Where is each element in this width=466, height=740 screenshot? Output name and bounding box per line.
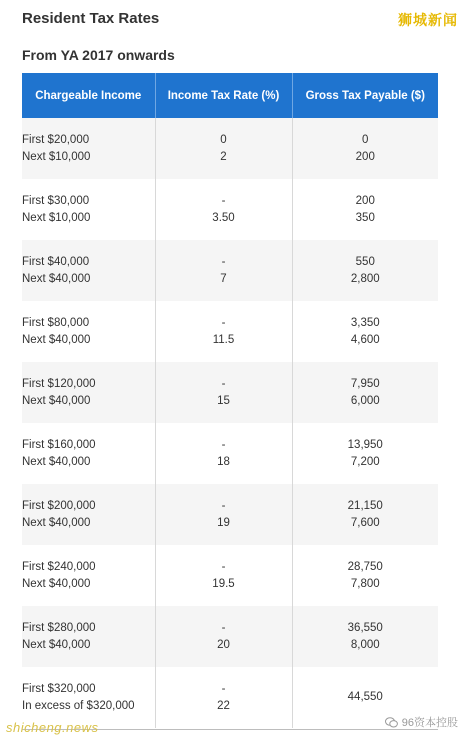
brand-watermark-top: 狮城新闻 — [398, 12, 458, 28]
income-cell-line: Next $40,000 — [22, 455, 91, 468]
table-row — [22, 545, 438, 606]
rate-cell-line: 2 — [220, 150, 227, 163]
rate-cell-line: 15 — [217, 394, 230, 407]
tax-cell-line: 350 — [355, 211, 375, 224]
tax-cell-line: 200 — [355, 194, 375, 207]
tax-cell — [292, 118, 438, 179]
column-header-tax: Gross Tax Payable ($) — [292, 73, 438, 118]
rate-cell-line: - — [221, 560, 226, 573]
rate-cell — [155, 545, 292, 606]
table-row — [22, 240, 438, 301]
income-cell-line: Next $40,000 — [22, 638, 91, 651]
rate-cell-line: 22 — [217, 699, 230, 712]
tax-cell — [292, 423, 438, 484]
income-cell-line: Next $40,000 — [22, 394, 91, 407]
income-cell-line: First $120,000 — [22, 377, 96, 390]
tax-rate-table — [22, 73, 438, 728]
table-row — [22, 118, 438, 179]
income-cell-line: Next $10,000 — [22, 211, 91, 224]
rate-cell — [155, 606, 292, 667]
income-cell-line: First $240,000 — [22, 560, 96, 573]
rate-cell-line: - — [221, 255, 226, 268]
rate-cell-line: 7 — [220, 272, 227, 285]
income-cell — [22, 667, 155, 728]
brand-bottom-right-label: 96资本控股 — [401, 717, 458, 729]
rate-cell-line: 0 — [220, 133, 227, 146]
tax-cell-line: 7,950 — [350, 377, 380, 390]
income-cell-line: Next $40,000 — [22, 516, 91, 529]
wechat-icon — [385, 717, 398, 728]
income-cell-line: First $80,000 — [22, 316, 90, 329]
income-cell-line: Next $40,000 — [22, 577, 91, 590]
table-body — [22, 118, 438, 728]
table-row — [22, 606, 438, 667]
table-row — [22, 301, 438, 362]
rate-cell — [155, 240, 292, 301]
column-header-rate: Income Tax Rate (%) — [155, 73, 292, 118]
rate-cell-line: 18 — [217, 455, 230, 468]
tax-cell-line: 4,600 — [350, 333, 380, 346]
rate-cell — [155, 484, 292, 545]
income-cell — [22, 118, 155, 179]
tax-cell — [292, 606, 438, 667]
table-row — [22, 423, 438, 484]
table-header-row — [22, 73, 438, 118]
income-cell-line: First $30,000 — [22, 194, 90, 207]
section-subtitle: From YA 2017 onwards — [22, 47, 175, 63]
tax-cell-line: 21,150 — [347, 499, 383, 512]
rate-cell-line: - — [221, 682, 226, 695]
column-header-income: Chargeable Income — [22, 73, 155, 118]
income-cell-line: In excess of $320,000 — [22, 699, 135, 712]
tax-cell-line: 28,750 — [347, 560, 383, 573]
tax-cell-line: 8,000 — [350, 638, 380, 651]
rate-cell-line: - — [221, 377, 226, 390]
income-cell — [22, 240, 155, 301]
tax-cell-line: 3,350 — [350, 316, 380, 329]
income-cell-line: First $280,000 — [22, 621, 96, 634]
tax-cell-line: 7,200 — [350, 455, 380, 468]
table-row — [22, 667, 438, 728]
income-cell — [22, 545, 155, 606]
rate-cell — [155, 362, 292, 423]
rate-cell-line: - — [221, 194, 226, 207]
income-cell — [22, 423, 155, 484]
page-title: Resident Tax Rates — [22, 10, 160, 27]
table-row — [22, 484, 438, 545]
rate-cell-line: - — [221, 621, 226, 634]
income-cell-line: First $40,000 — [22, 255, 90, 268]
income-cell-line: First $320,000 — [22, 682, 96, 695]
rate-cell — [155, 667, 292, 728]
tax-cell-line: 6,000 — [350, 394, 380, 407]
tax-cell — [292, 240, 438, 301]
rate-cell — [155, 301, 292, 362]
tax-cell — [292, 484, 438, 545]
income-cell — [22, 301, 155, 362]
rate-cell-line: - — [221, 438, 226, 451]
rate-cell-line: 19.5 — [212, 577, 235, 590]
tax-cell-line: 200 — [355, 150, 375, 163]
rate-cell-line: 3.50 — [212, 211, 235, 224]
tax-cell — [292, 545, 438, 606]
income-cell-line: First $20,000 — [22, 133, 90, 146]
tax-cell-line: 36,550 — [347, 621, 383, 634]
rate-cell-line: 20 — [217, 638, 230, 651]
rate-cell — [155, 118, 292, 179]
tax-cell — [292, 362, 438, 423]
income-cell-line: First $160,000 — [22, 438, 96, 451]
income-cell-line: Next $10,000 — [22, 150, 91, 163]
tax-cell — [292, 179, 438, 240]
brand-watermark-bottom-right — [385, 714, 458, 730]
rate-cell — [155, 179, 292, 240]
tax-cell-line: 13,950 — [347, 438, 383, 451]
tax-cell-line: 7,800 — [350, 577, 380, 590]
table-row — [22, 179, 438, 240]
income-cell — [22, 484, 155, 545]
income-cell — [22, 179, 155, 240]
income-cell-line: Next $40,000 — [22, 272, 91, 285]
tax-cell-line: 44,550 — [347, 691, 383, 703]
tax-cell-line: 7,600 — [350, 516, 380, 529]
income-cell-line: Next $40,000 — [22, 333, 91, 346]
income-cell-line: First $200,000 — [22, 499, 96, 512]
tax-cell-line: 550 — [355, 255, 375, 268]
brand-watermark-bottom-left: shicheng.news — [6, 720, 99, 735]
tax-cell-line: 2,800 — [350, 272, 380, 285]
rate-cell-line: 11.5 — [212, 333, 235, 346]
rate-cell-line: - — [221, 499, 226, 512]
rate-cell-line: 19 — [217, 516, 230, 529]
income-cell — [22, 606, 155, 667]
income-cell — [22, 362, 155, 423]
tax-cell — [292, 301, 438, 362]
rate-cell-line: - — [221, 316, 226, 329]
tax-cell-line: 0 — [362, 133, 369, 146]
table-row — [22, 362, 438, 423]
rate-cell — [155, 423, 292, 484]
